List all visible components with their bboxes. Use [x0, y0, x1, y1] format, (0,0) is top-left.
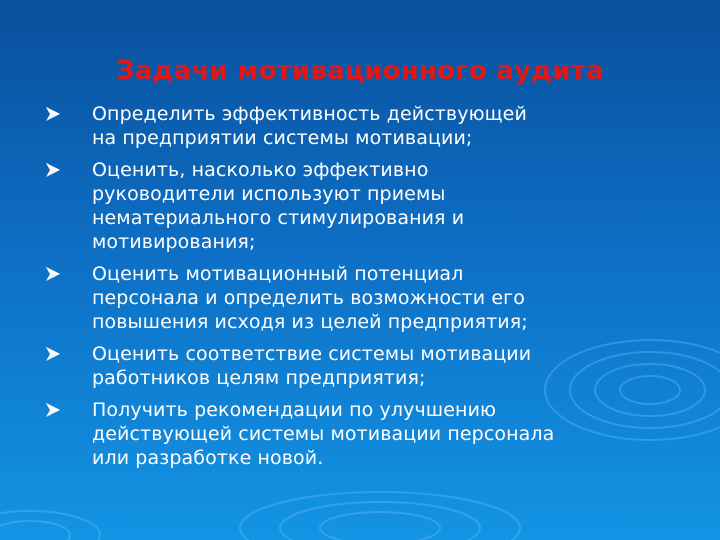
bullet-text: Определить эффективность действующей на предприятии системы мотивации;	[92, 103, 527, 149]
bullet-text: Оценить мотивационный потенциал персонала и определить возможности его повышения исходя из целей предприятия;	[92, 263, 528, 333]
bullet-item	[0, 262, 720, 334]
bullet-text: Оценить соответствие системы мотивации работников целям предприятия;	[92, 343, 532, 389]
bullet-text: Получить рекомендации по улучшению действующей системы мотивации персонала или разработке новой.	[92, 399, 555, 469]
bullet-text: Оценить, насколько эффективно руководители используют приемы нематериального стимулирования и мотивирования;	[92, 159, 465, 253]
bullet-item	[0, 398, 720, 470]
bullet-list	[0, 102, 720, 478]
bullet-item	[0, 158, 720, 254]
arrowhead-bullet-icon	[45, 162, 61, 178]
arrowhead-bullet-icon	[45, 402, 61, 418]
bullet-item	[0, 342, 720, 390]
slide-title: Задачи мотивационного аудита	[116, 56, 604, 86]
bullet-item	[0, 102, 720, 150]
arrowhead-bullet-icon	[45, 266, 61, 282]
arrowhead-bullet-icon	[45, 346, 61, 362]
arrowhead-bullet-icon	[45, 106, 61, 122]
